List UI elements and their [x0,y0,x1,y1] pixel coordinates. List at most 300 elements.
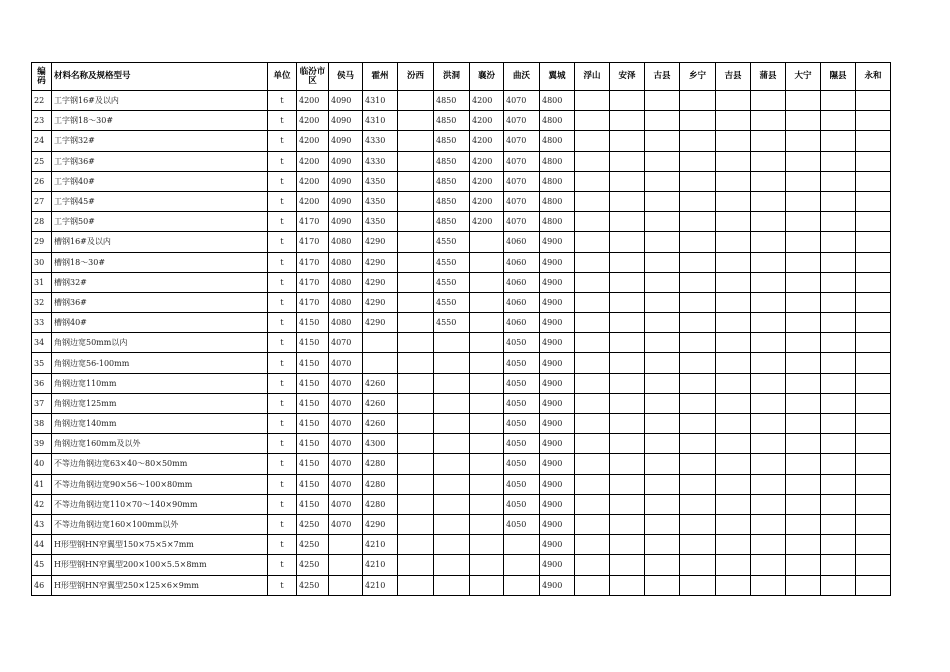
price-cell [716,131,751,151]
price-cell [434,474,470,494]
price-cell [610,414,645,434]
price-cell: 4070 [504,111,540,131]
price-cell [329,555,363,575]
material-name: 槽钢32# [52,272,268,292]
price-cell: 4900 [540,414,575,434]
price-cell [680,373,716,393]
price-cell: 4200 [297,171,329,191]
material-name: H形型钢HN窄翼型200×100×5.5×8mm [52,555,268,575]
price-cell [856,91,891,111]
price-cell [680,272,716,292]
price-cell: 4090 [329,191,363,211]
unit-cell: t [268,575,297,595]
price-cell [786,91,821,111]
price-cell [751,171,786,191]
price-cell [751,191,786,211]
price-cell: 4200 [297,111,329,131]
material-name: 角钢边宽160mm及以外 [52,434,268,454]
price-cell: 4210 [363,555,398,575]
price-cell [645,91,680,111]
price-cell: 4900 [540,333,575,353]
price-cell [786,171,821,191]
price-cell: 4250 [297,514,329,534]
table-row [32,535,891,555]
price-cell: 4170 [297,252,329,272]
price-cell: 4800 [540,171,575,191]
price-cell: 4200 [470,111,504,131]
price-cell: 4900 [540,434,575,454]
price-cell [645,575,680,595]
price-cell: 4290 [363,514,398,534]
price-cell [680,514,716,534]
price-cell [575,373,610,393]
unit-cell: t [268,131,297,151]
row-code: 39 [32,434,52,454]
price-cell: 4070 [504,91,540,111]
price-cell: 4900 [540,272,575,292]
price-cell: 4850 [434,212,470,232]
price-cell [786,555,821,575]
price-cell [504,535,540,555]
price-cell [329,575,363,595]
price-cell [716,555,751,575]
price-cell [434,373,470,393]
table-row [32,555,891,575]
price-cell: 4290 [363,252,398,272]
price-cell [610,292,645,312]
price-cell [856,333,891,353]
price-cell: 4250 [297,575,329,595]
price-cell [575,514,610,534]
price-cell: 4050 [504,514,540,534]
price-cell: 4170 [297,292,329,312]
price-cell: 4900 [540,292,575,312]
unit-cell: t [268,111,297,131]
price-cell [821,333,856,353]
price-cell: 4200 [470,212,504,232]
price-cell [786,333,821,353]
price-cell [716,333,751,353]
price-cell [434,575,470,595]
price-cell [716,414,751,434]
price-cell [856,292,891,312]
price-cell [856,111,891,131]
price-cell: 4150 [297,494,329,514]
price-cell [575,151,610,171]
material-name: H形型钢HN窄翼型150×75×5×7mm [52,535,268,555]
price-cell [786,111,821,131]
price-cell [398,333,434,353]
price-cell [751,272,786,292]
price-cell [751,111,786,131]
price-cell [680,111,716,131]
price-table [31,62,891,596]
unit-cell: t [268,373,297,393]
price-cell [398,292,434,312]
price-cell: 4900 [540,353,575,373]
price-cell [610,514,645,534]
price-cell [716,252,751,272]
price-cell: 4210 [363,535,398,555]
price-cell [716,535,751,555]
material-name: 不等边角钢边宽63×40～80×50mm [52,454,268,474]
column-header: 材料名称及规格型号 [52,63,268,91]
price-cell: 4900 [540,575,575,595]
price-cell: 4150 [297,313,329,333]
price-cell [821,313,856,333]
price-cell: 4550 [434,272,470,292]
price-cell [680,575,716,595]
price-cell [610,131,645,151]
price-cell [398,131,434,151]
price-cell [398,414,434,434]
table-row [32,252,891,272]
price-cell [821,232,856,252]
price-cell [751,535,786,555]
price-cell [645,212,680,232]
price-cell: 4050 [504,353,540,373]
price-cell [470,454,504,474]
price-cell: 4290 [363,272,398,292]
price-cell [786,535,821,555]
price-cell [786,212,821,232]
price-cell [821,575,856,595]
unit-cell: t [268,414,297,434]
price-cell [856,131,891,151]
table-row [32,393,891,413]
price-cell: 4290 [363,313,398,333]
price-cell [856,232,891,252]
price-cell: 4060 [504,313,540,333]
price-cell: 4850 [434,111,470,131]
price-cell: 4260 [363,393,398,413]
price-cell [680,333,716,353]
price-cell [680,232,716,252]
column-header: 乡宁 [680,63,716,91]
price-cell: 4200 [297,131,329,151]
row-code: 27 [32,191,52,211]
row-code: 34 [32,333,52,353]
price-cell [398,191,434,211]
row-code: 42 [32,494,52,514]
price-cell [645,514,680,534]
unit-cell: t [268,252,297,272]
price-cell [856,514,891,534]
price-cell: 4800 [540,191,575,211]
price-cell: 4170 [297,212,329,232]
price-cell [821,151,856,171]
price-cell [716,313,751,333]
price-cell [680,131,716,151]
price-cell [434,434,470,454]
price-cell [856,535,891,555]
price-cell: 4850 [434,91,470,111]
price-cell [821,414,856,434]
price-cell [363,333,398,353]
price-cell [363,353,398,373]
price-cell [751,454,786,474]
price-cell: 4050 [504,474,540,494]
price-cell: 4900 [540,313,575,333]
row-code: 37 [32,393,52,413]
price-cell [786,575,821,595]
price-cell [470,514,504,534]
price-cell [470,313,504,333]
price-cell [575,313,610,333]
table-row [32,333,891,353]
price-cell [751,555,786,575]
price-cell [680,151,716,171]
price-cell: 4050 [504,454,540,474]
price-cell: 4150 [297,353,329,373]
material-name: 角钢边宽56-100mm [52,353,268,373]
price-cell [575,212,610,232]
price-cell [398,91,434,111]
unit-cell: t [268,212,297,232]
unit-cell: t [268,91,297,111]
price-cell: 4350 [363,171,398,191]
price-cell [575,232,610,252]
price-cell [575,111,610,131]
price-cell: 4900 [540,252,575,272]
price-cell [716,272,751,292]
price-cell [751,353,786,373]
table-row [32,494,891,514]
price-cell [716,494,751,514]
price-cell [786,414,821,434]
price-cell [716,454,751,474]
price-cell: 4200 [470,131,504,151]
material-name: 角钢边宽140mm [52,414,268,434]
price-cell [504,555,540,575]
price-cell [821,171,856,191]
price-cell [610,474,645,494]
price-cell [856,191,891,211]
column-header: 临汾市区 [297,63,329,91]
table-row [32,454,891,474]
table-row [32,474,891,494]
material-name: 不等边角钢边宽110×70～140×90mm [52,494,268,514]
row-code: 24 [32,131,52,151]
row-code: 30 [32,252,52,272]
price-cell [470,575,504,595]
price-cell [716,111,751,131]
price-cell: 4900 [540,454,575,474]
material-name: 工字钢50# [52,212,268,232]
material-name: 工字钢40# [52,171,268,191]
price-cell [575,494,610,514]
price-cell [751,131,786,151]
price-cell [786,373,821,393]
price-cell [821,494,856,514]
row-code: 45 [32,555,52,575]
price-cell [645,171,680,191]
price-cell [610,535,645,555]
price-cell [786,191,821,211]
price-cell [680,313,716,333]
table-row [32,151,891,171]
price-cell [329,535,363,555]
table-row [32,91,891,111]
price-cell [856,434,891,454]
table-body [32,91,891,596]
row-code: 46 [32,575,52,595]
price-cell: 4280 [363,454,398,474]
price-cell [786,151,821,171]
price-cell [821,454,856,474]
price-cell [645,191,680,211]
unit-cell: t [268,232,297,252]
price-cell: 4200 [470,171,504,191]
price-cell [716,91,751,111]
price-cell: 4170 [297,272,329,292]
price-cell [856,393,891,413]
price-cell: 4350 [363,191,398,211]
price-cell: 4080 [329,292,363,312]
price-cell: 4070 [329,514,363,534]
price-cell [575,535,610,555]
material-name: 槽钢16#及以内 [52,232,268,252]
price-cell [434,454,470,474]
price-cell: 4090 [329,212,363,232]
price-cell [434,555,470,575]
price-cell: 4550 [434,232,470,252]
price-cell [575,575,610,595]
price-cell [398,151,434,171]
price-cell [470,232,504,252]
price-cell: 4090 [329,131,363,151]
price-cell: 4350 [363,212,398,232]
unit-cell: t [268,313,297,333]
price-cell [716,171,751,191]
price-cell [821,393,856,413]
price-cell: 4210 [363,575,398,595]
price-cell [645,232,680,252]
unit-cell: t [268,474,297,494]
price-cell [575,171,610,191]
price-cell [856,171,891,191]
price-cell: 4070 [329,434,363,454]
unit-cell: t [268,454,297,474]
price-cell [680,393,716,413]
price-cell [398,313,434,333]
column-header: 编码 [32,63,52,91]
price-cell [821,272,856,292]
material-name: 工字钢32# [52,131,268,151]
price-cell: 4250 [297,555,329,575]
price-cell: 4260 [363,373,398,393]
price-cell: 4080 [329,232,363,252]
price-cell: 4070 [329,494,363,514]
price-cell [575,292,610,312]
price-cell [398,393,434,413]
price-cell [610,373,645,393]
price-cell [575,353,610,373]
table-row [32,313,891,333]
price-cell [751,232,786,252]
price-cell: 4290 [363,292,398,312]
price-cell [716,353,751,373]
price-cell [716,373,751,393]
price-cell: 4800 [540,212,575,232]
price-cell: 4050 [504,414,540,434]
price-cell: 4080 [329,313,363,333]
price-cell [786,434,821,454]
price-cell [716,434,751,454]
table-row [32,131,891,151]
price-cell: 4080 [329,252,363,272]
price-cell [645,474,680,494]
price-cell: 4070 [329,333,363,353]
material-name: 角钢边宽125mm [52,393,268,413]
price-cell [610,212,645,232]
price-cell [470,333,504,353]
price-cell: 4200 [470,191,504,211]
price-cell: 4200 [297,191,329,211]
price-cell [398,535,434,555]
price-cell: 4310 [363,111,398,131]
table-row [32,232,891,252]
price-cell [751,212,786,232]
material-name: 角钢边宽50mm以内 [52,333,268,353]
price-cell [575,414,610,434]
price-cell [575,272,610,292]
row-code: 26 [32,171,52,191]
price-cell: 4150 [297,373,329,393]
price-cell [751,474,786,494]
price-cell [716,232,751,252]
unit-cell: t [268,555,297,575]
price-cell [470,474,504,494]
price-cell [610,272,645,292]
price-cell: 4060 [504,232,540,252]
price-cell [821,373,856,393]
table-row [32,575,891,595]
price-cell [434,514,470,534]
row-code: 35 [32,353,52,373]
price-cell: 4900 [540,232,575,252]
price-cell [856,353,891,373]
price-cell [470,414,504,434]
price-cell [398,494,434,514]
material-name: 不等边角钢边宽160×100mm以外 [52,514,268,534]
material-name: 工字钢18～30# [52,111,268,131]
price-cell [645,353,680,373]
price-cell: 4090 [329,151,363,171]
price-cell: 4330 [363,151,398,171]
price-cell [645,454,680,474]
price-cell [786,232,821,252]
price-cell [398,454,434,474]
price-cell [645,393,680,413]
price-cell [751,393,786,413]
price-cell [575,131,610,151]
price-cell [680,494,716,514]
price-cell [680,292,716,312]
price-cell [716,292,751,312]
price-cell [610,232,645,252]
price-cell: 4280 [363,494,398,514]
price-cell: 4070 [504,191,540,211]
price-cell [856,272,891,292]
price-cell [470,252,504,272]
material-name: 工字钢36# [52,151,268,171]
price-cell [856,373,891,393]
price-cell [821,514,856,534]
price-cell [856,575,891,595]
price-cell: 4070 [329,373,363,393]
price-cell: 4170 [297,232,329,252]
